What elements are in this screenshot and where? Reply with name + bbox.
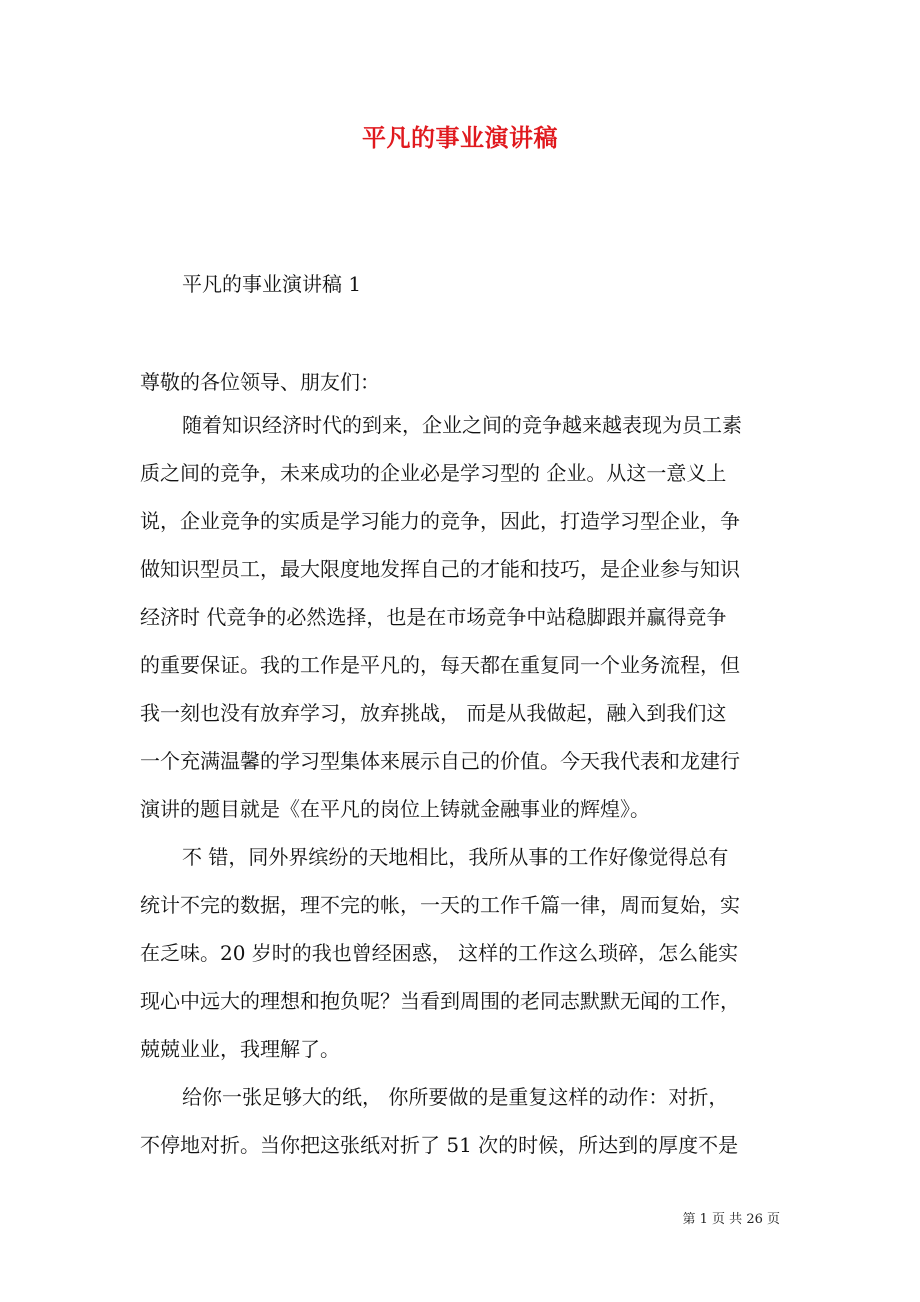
body-line: 质之间的竞争，未来成功的企业必是学习型的 企业。从这一意义上 [140, 461, 727, 485]
body-line: 给你一张足够大的纸， 你所要做的是重复这样的动作：对折， [182, 1085, 729, 1109]
body-line: 经济时 代竞争的必然选择，也是在市场竞争中站稳脚跟并赢得竞争 [140, 605, 727, 629]
body-line: 不停地对折。当你把这张纸对折了 51 次的时候，所达到的厚度不是 [140, 1133, 739, 1157]
page-number-footer: 第 1 页 共 26 页 [682, 1212, 780, 1227]
body-line: 做知识型员工，最大限度地发挥自己的才能和技巧，是企业参与知识 [140, 557, 740, 581]
body-line: 统计不完的数据，理不完的帐，一天的工作千篇一律，周而复始，实 [140, 893, 740, 917]
body-line: 演讲的题目就是《在平凡的岗位上铸就金融事业的辉煌》。 [140, 797, 650, 821]
section-subtitle: 平凡的事业演讲稿 1 [182, 272, 362, 296]
body-line: 在乏味。20 岁时的我也曾经困惑， 这样的工作这么琐碎，怎么能实 [140, 941, 739, 965]
body-line: 兢兢业业，我理解了。 [140, 1037, 340, 1061]
body-line: 说，企业竞争的实质是学习能力的竞争，因此，打造学习型企业，争 [140, 509, 740, 533]
salutation: 尊敬的各位领导、朋友们： [140, 370, 380, 394]
body-line: 随着知识经济时代的到来，企业之间的竞争越来越表现为员工素 [182, 413, 742, 437]
body-line: 的重要保证。我的工作是平凡的，每天都在重复同一个业务流程，但 [140, 653, 740, 677]
document-title: 平凡的事业演讲稿 [362, 123, 558, 152]
body-line: 现心中远大的理想和抱负呢？当看到周围的老同志默默无闻的工作， [140, 989, 740, 1013]
body-line: 不 错，同外界缤纷的天地相比，我所从事的工作好像觉得总有 [182, 845, 729, 869]
body-line: 一个充满温馨的学习型集体来展示自己的价值。今天我代表和龙建行 [140, 749, 740, 773]
body-line: 我一刻也没有放弃学习，放弃挑战， 而是从我做起，融入到我们这 [140, 701, 727, 725]
